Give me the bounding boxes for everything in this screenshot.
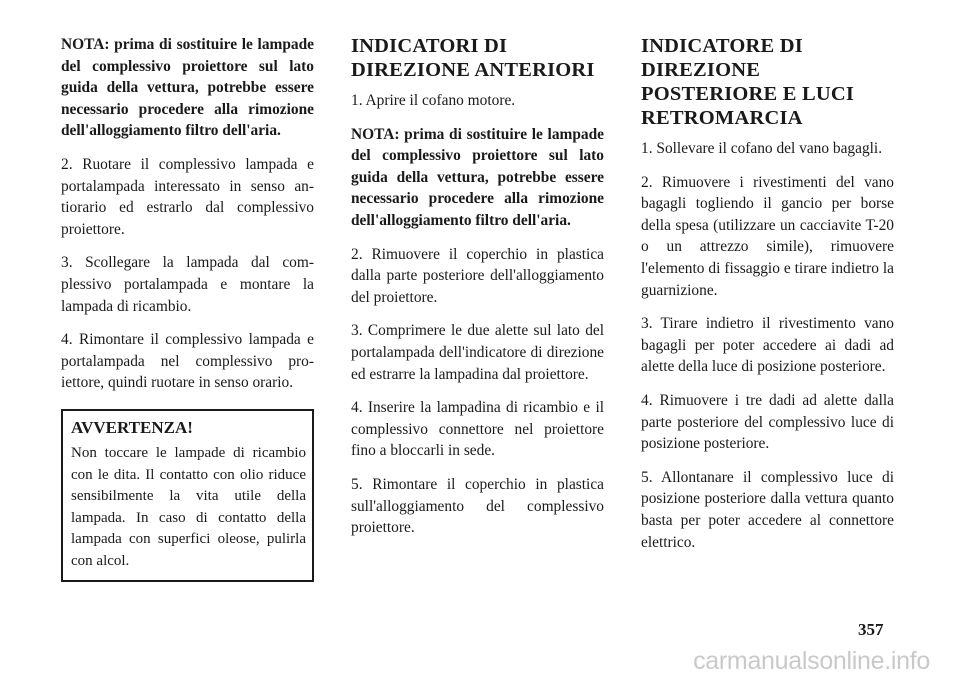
section-title-front-indicators: INDICATORI DI DIREZIONE ANTERIORI: [351, 35, 595, 81]
step-1: 1. Sollevare il cofano del vano bagagli.: [641, 140, 883, 157]
step-2: 2. Rimuovere il coperchio in plastica dalla parte posteriore dell'alloggiamento del proiettore.: [351, 245, 604, 306]
step-3: 3. Scollegare la lampada dal complessivo portalampada e montare la lampada di ricambio.: [61, 254, 314, 315]
step-3: 3. Tirare indietro il rivestimento vano bagagli per poter accedere ai dadi ad alette della luce di posizione posteriore.: [641, 315, 894, 376]
step-2: 2. Ruotare il complessivo lampada e portalampada interessato in senso antiorario ed estrarlo dal complessivo proiettore.: [61, 155, 314, 238]
step-2: 2. Rimuovere i rivestimenti del vano bagagli togliendo il gancio per borse della spesa (utilizzare un cacciavite T-20 o un attrezzo simile), rimuovere l'elemento di fissaggio e tirare indietro la guarnizione.: [641, 173, 894, 299]
warning-text: Non toccare le lampade di ricambio con le dita. Il contatto con olio riduce sensibilmente la vita utile della lampada. In caso di contatto della lampada con superfici oleose, pulirla con alcol.: [71, 444, 306, 569]
step-4: 4. Rimuovere i tre dadi ad alette dalla parte posteriore del complessivo luce di posizione posteriore.: [641, 391, 894, 453]
step-1: 1. Aprire il cofano motore.: [351, 92, 516, 109]
section-title-rear-indicator: INDICATORE DI DIREZIONE POSTERIORE E LUCI RETROMARCIA: [641, 35, 855, 129]
step-4: 4. Inserire la lampadina di ricambio e il complessivo connettore nel proiettore fino a bloccarli in sede.: [351, 399, 604, 460]
warning-title: AVVERTENZA!: [71, 417, 193, 437]
warning-box: [61, 409, 314, 583]
note-paragraph: NOTA: prima di sostituire le lampade del complessivo proiettore sul lato guida della vettura, potrebbe essere necessario procedere alla rimozione dell'alloggiamento filtro dell'aria.: [351, 125, 604, 229]
watermark: carmanualsonline.info: [693, 647, 930, 675]
column-middle: [351, 34, 604, 551]
page-number: 357: [858, 620, 884, 639]
note-paragraph: NOTA: prima di sostituire le lampade del complessivo proiettore sul lato guida della vettura, potrebbe essere necessario procedere alla rimozione dell'alloggiamento filtro dell'aria.: [61, 36, 314, 140]
column-right: [641, 34, 894, 565]
step-5: 5. Allontanare il complessivo luce di posizione posteriore dalla vettura quanto basta per poter accedere al connettore elettrico.: [641, 468, 894, 551]
step-3: 3. Comprimere le due alette sul lato del portalampada dell'indicatore di direzione ed estrarre la lampadina dal proiettore.: [351, 322, 604, 383]
step-4: 4. Rimontare il complessivo lampada e portalampada nel complessivo proiettore, quindi ruotare in senso orario.: [61, 331, 314, 392]
step-5: 5. Rimontare il coperchio in plastica sull'alloggiamento del complessivo proiettore.: [351, 475, 604, 537]
column-left: [61, 34, 314, 582]
